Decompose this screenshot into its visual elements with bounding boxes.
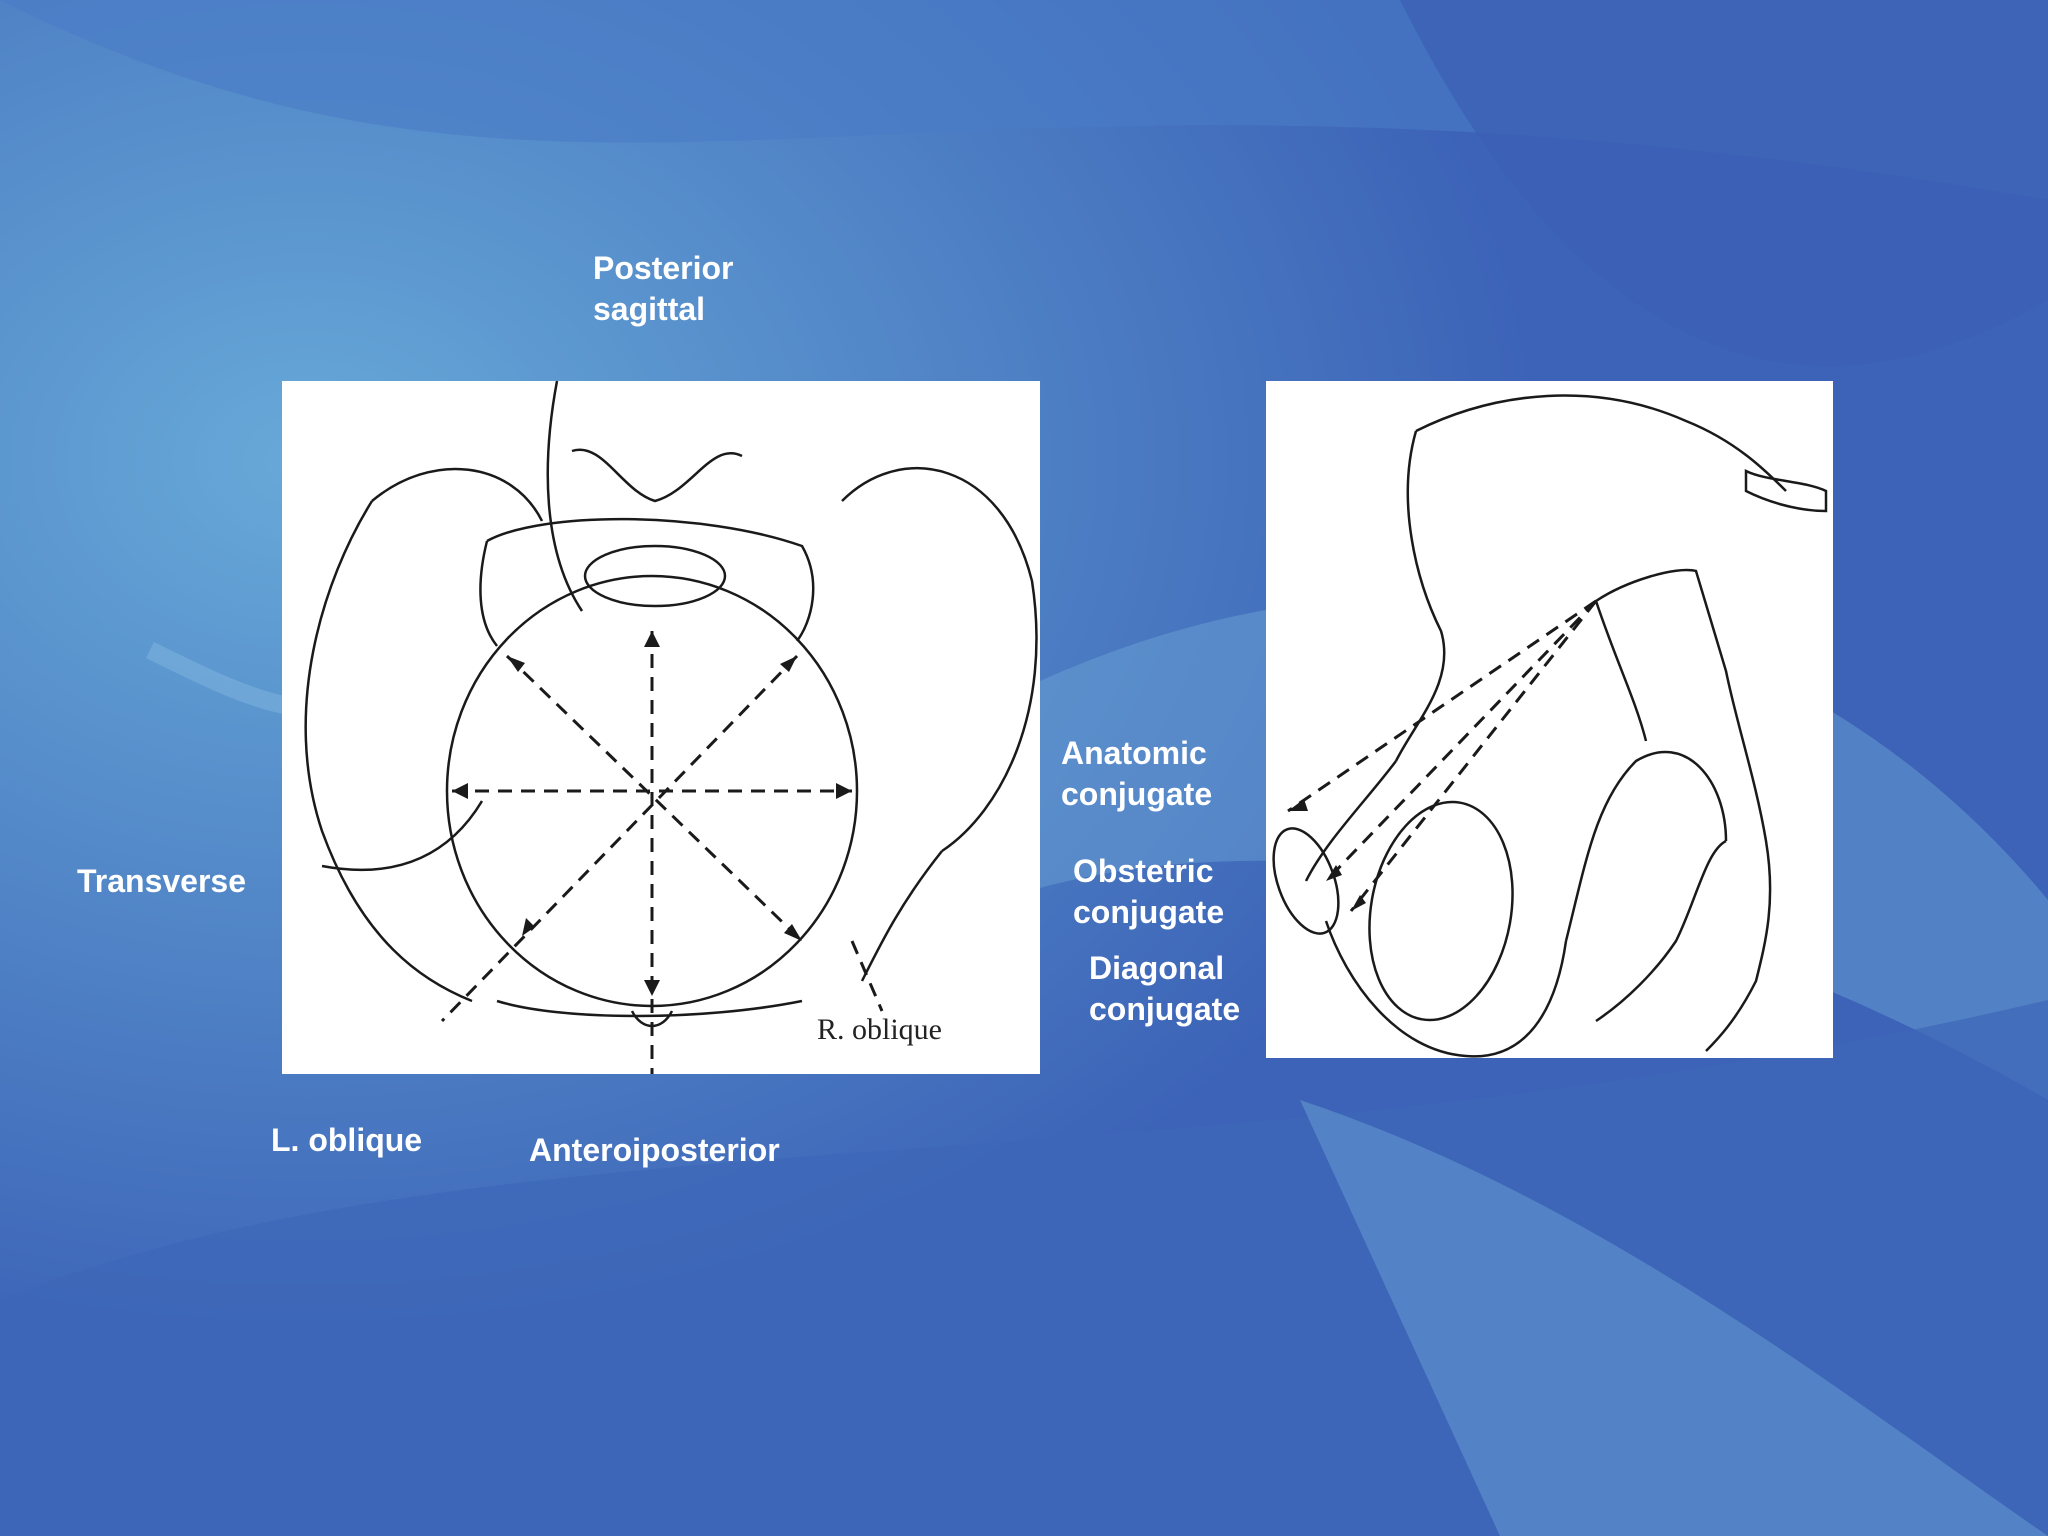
transverse-label: Transverse	[77, 863, 247, 899]
pelvic-inlet-drawing	[282, 381, 1040, 1074]
r-oblique-label: R. oblique	[817, 1013, 942, 1046]
sagittal-pelvis-drawing	[1266, 381, 1833, 1058]
diagonal-conjugate-label: Diagonal conjugate	[1089, 950, 1241, 1027]
anteroposterior-label: Anteroiposterior	[529, 1132, 780, 1168]
l-oblique-label: L. oblique	[271, 1122, 423, 1158]
posterior-sagittal-label: Posterior sagittal	[593, 250, 734, 327]
pelvic-inlet-diagram	[282, 381, 1040, 1074]
sagittal-pelvis-diagram	[1266, 381, 1833, 1058]
obstetric-conjugate-label: Obstetric conjugate	[1073, 853, 1225, 930]
anatomic-conjugate-label: Anatomic conjugate	[1061, 735, 1213, 812]
